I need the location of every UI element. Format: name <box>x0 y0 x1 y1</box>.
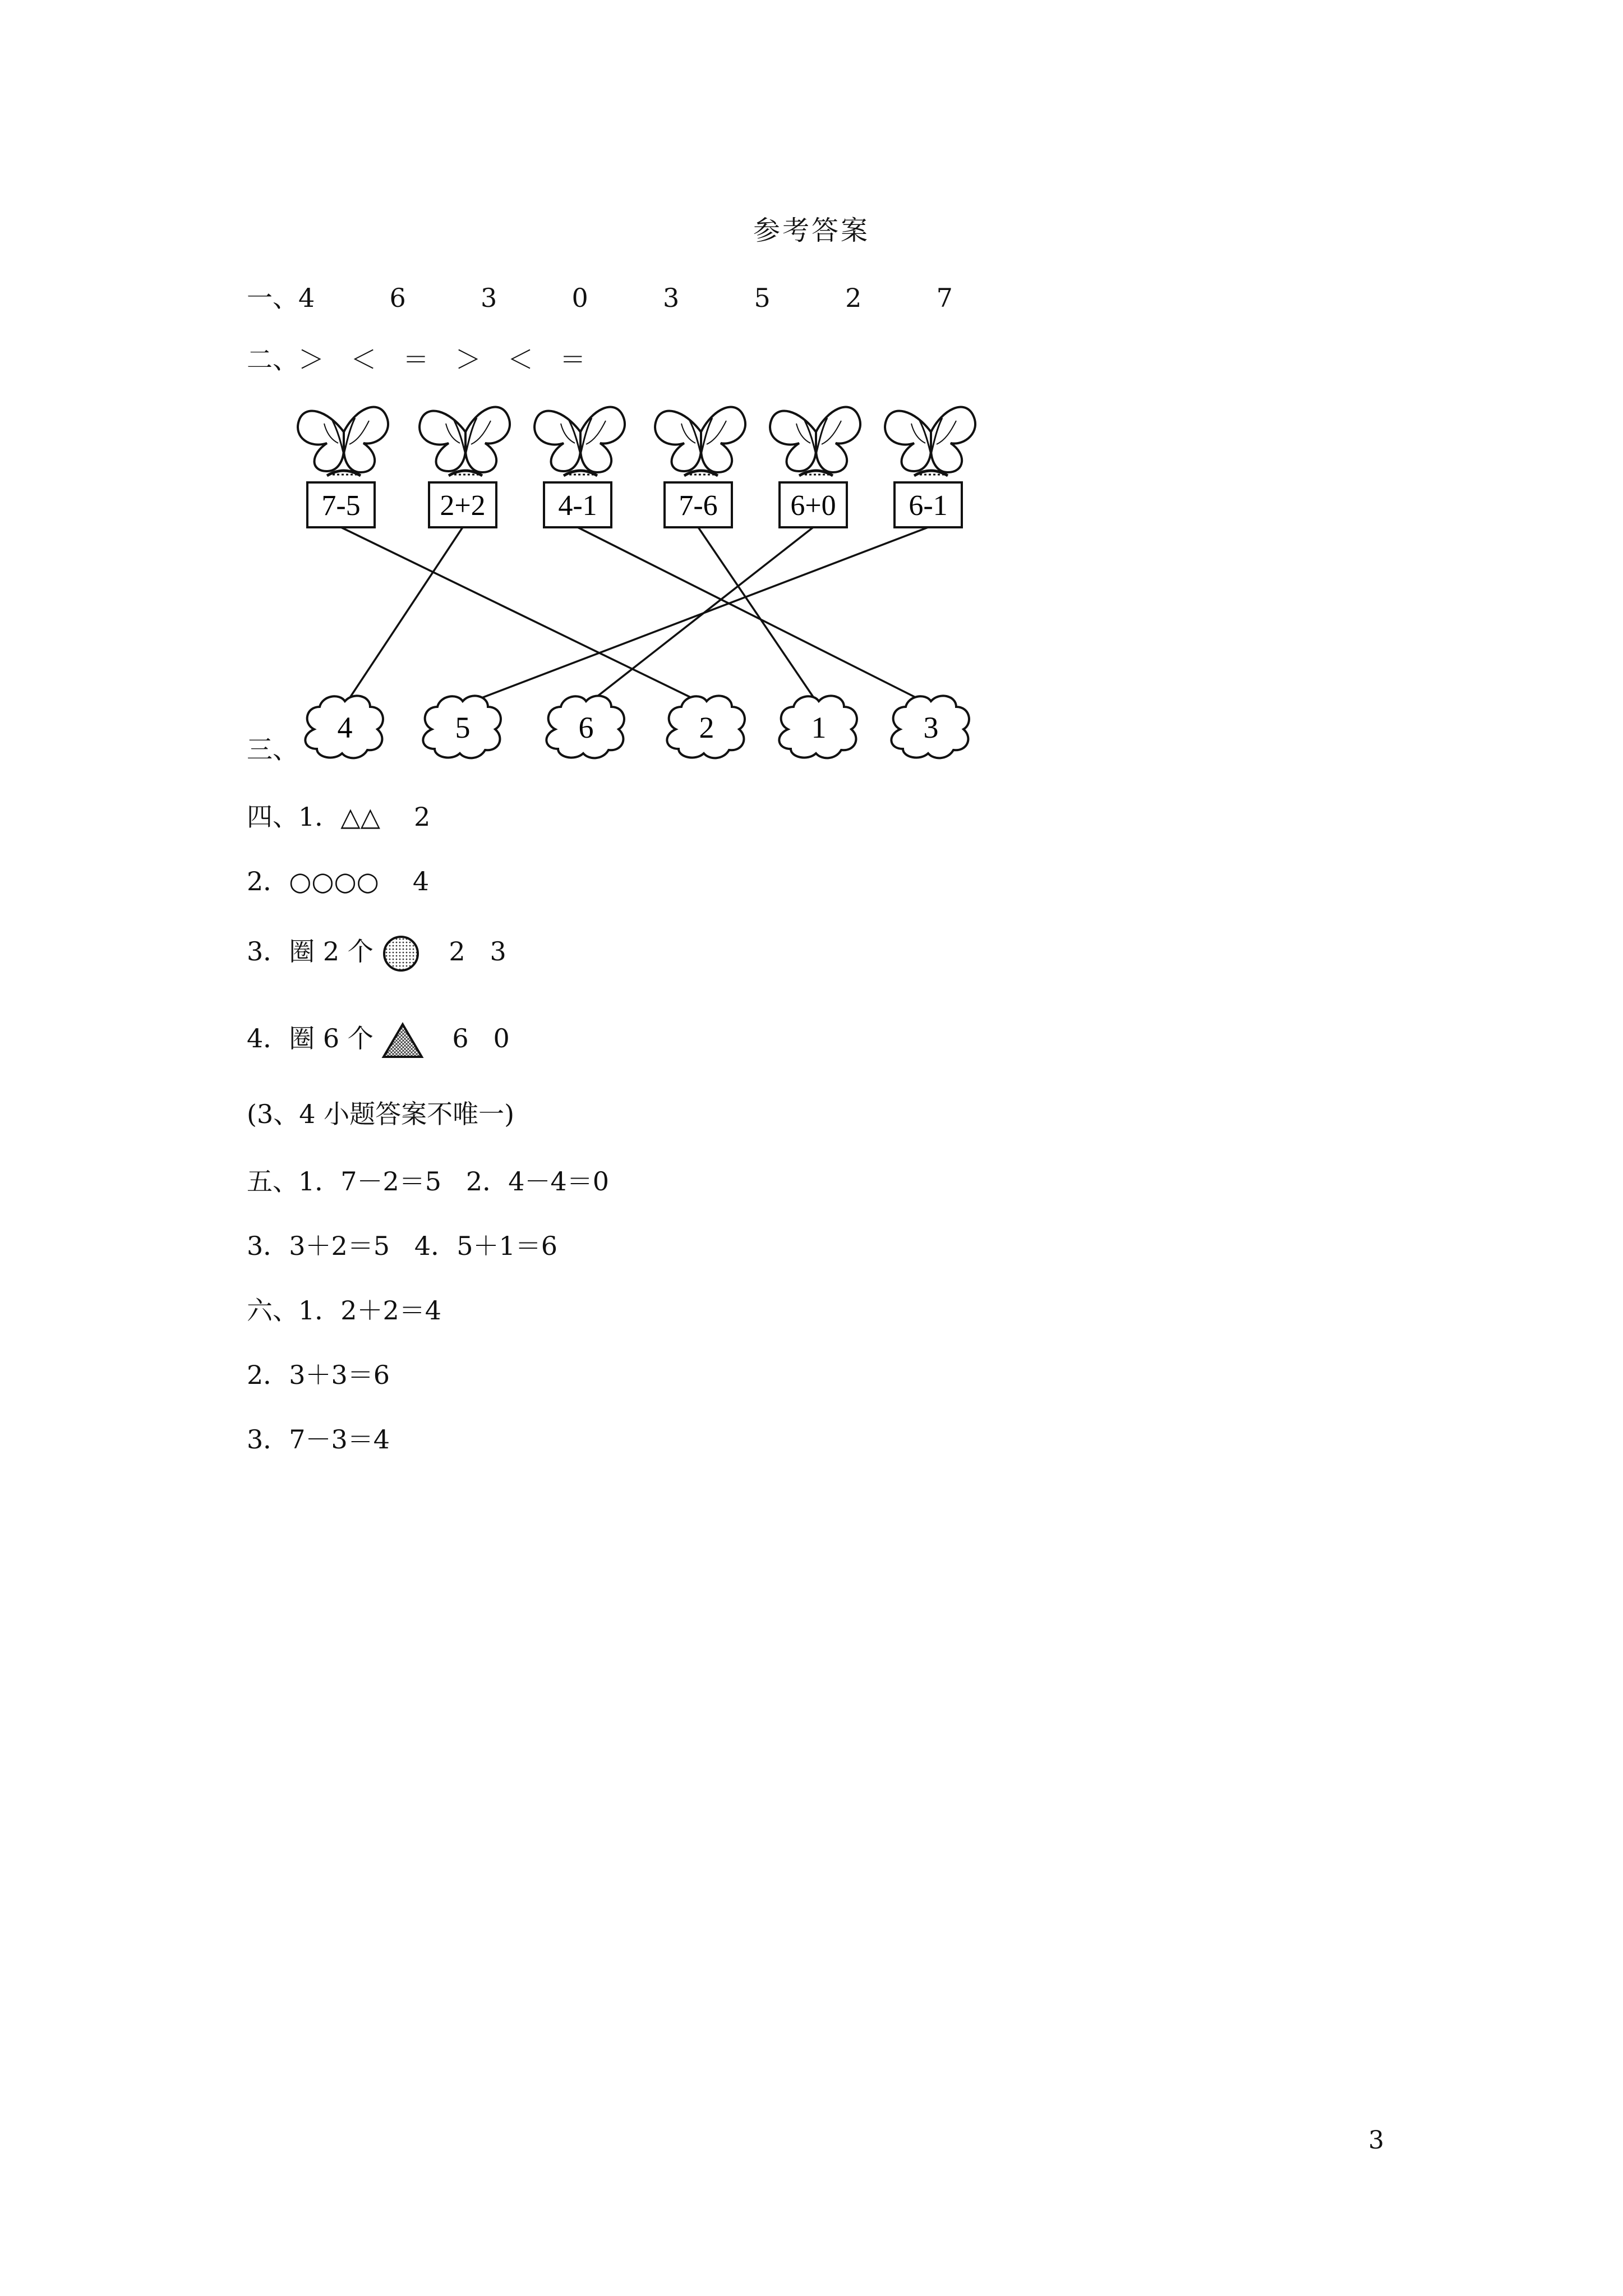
expression-text: 7-6 <box>679 490 718 522</box>
section-5-row-1 <box>247 1161 609 1198</box>
cloud-number: 4 <box>337 711 353 744</box>
answer-text: 1．7－2＝5 2．4－4＝0 <box>298 1166 609 1197</box>
expression-box <box>665 482 732 527</box>
section-label: 六、 <box>247 1295 298 1326</box>
number-cloud <box>891 696 969 758</box>
expression-box <box>429 482 496 527</box>
expression-text: 2+2 <box>440 490 486 522</box>
answer-value: 2 3 <box>449 936 506 967</box>
section-label: 一、 <box>247 283 298 313</box>
cloud-number: 5 <box>455 711 471 744</box>
section-label: 五、 <box>247 1166 298 1197</box>
expression-text: 6+0 <box>790 490 836 522</box>
connection-line <box>698 527 819 705</box>
expression-box <box>307 482 375 527</box>
section-4-note: (3、4 小题答案不唯一) <box>247 1099 515 1129</box>
question-text: 3．圈 2 个 <box>247 936 374 967</box>
answer-text: 3．3＋2＝5 4．5＋1＝6 <box>247 1231 557 1261</box>
shaded-triangle-icon <box>381 1022 424 1059</box>
connection-line <box>341 527 707 705</box>
section-6-row-3: 3．7－3＝4 <box>247 1424 390 1455</box>
expression-text: 7-5 <box>321 490 361 522</box>
butterfly-icon <box>419 407 510 476</box>
number-cloud <box>667 696 745 758</box>
question-text: 1．△△ <box>298 802 381 832</box>
number-clouds <box>305 696 969 758</box>
section-4-q1 <box>247 797 430 834</box>
answer-value: 2 <box>414 802 431 832</box>
butterfly-icon <box>885 407 975 476</box>
answer-text: 4 6 3 0 3 5 2 7 <box>298 283 957 313</box>
cloud-number: 1 <box>811 711 827 744</box>
section-4-q2 <box>247 861 429 898</box>
section-4-q4 <box>247 1018 510 1059</box>
expression-text: 4-1 <box>558 490 597 522</box>
butterfly-icon <box>770 407 860 476</box>
expression-boxes <box>307 482 962 527</box>
butterfly-icon <box>534 407 625 476</box>
connection-line <box>578 527 931 705</box>
cloud-number: 6 <box>578 711 594 744</box>
answer-text: ＞ ＜ ＝ ＞ ＜ ＝ <box>298 344 589 375</box>
connection-lines <box>341 527 931 705</box>
connection-line <box>345 527 463 705</box>
number-cloud <box>423 696 501 758</box>
number-cloud <box>546 696 624 758</box>
page-number: 3 <box>1368 2126 1384 2155</box>
expression-box <box>544 482 611 527</box>
question-text: 4．圈 6 个 <box>247 1023 374 1053</box>
expression-text: 6-1 <box>909 490 948 522</box>
connection-line <box>586 527 813 705</box>
section-4-q3 <box>247 931 506 973</box>
butterfly-icon <box>655 407 745 476</box>
answer-text: 1．2＋2＝4 <box>298 1295 442 1326</box>
connection-line <box>463 527 928 705</box>
section-label: 二、 <box>247 344 298 375</box>
shaded-circle-icon <box>381 934 421 973</box>
section-label: 四、 <box>247 802 298 832</box>
cloud-number: 3 <box>923 711 939 744</box>
cloud-number: 2 <box>699 711 714 744</box>
section-3-label: 三、 <box>247 734 298 765</box>
section-6-row-2: 2．3＋3＝6 <box>247 1360 390 1390</box>
answer-value: 4 <box>412 866 430 896</box>
page-title: 参考答案 <box>753 215 870 246</box>
matching-diagram <box>0 0 1623 785</box>
expression-box <box>895 482 962 527</box>
answer-value: 6 0 <box>452 1023 510 1053</box>
section-6-row-1 <box>247 1290 441 1327</box>
butterflies <box>298 407 975 476</box>
question-text: 2．○○○○ <box>247 866 379 896</box>
expression-box <box>780 482 847 527</box>
butterfly-icon <box>298 407 388 476</box>
section-5-row-2 <box>247 1226 557 1263</box>
number-cloud <box>779 696 857 758</box>
number-cloud <box>305 696 383 758</box>
